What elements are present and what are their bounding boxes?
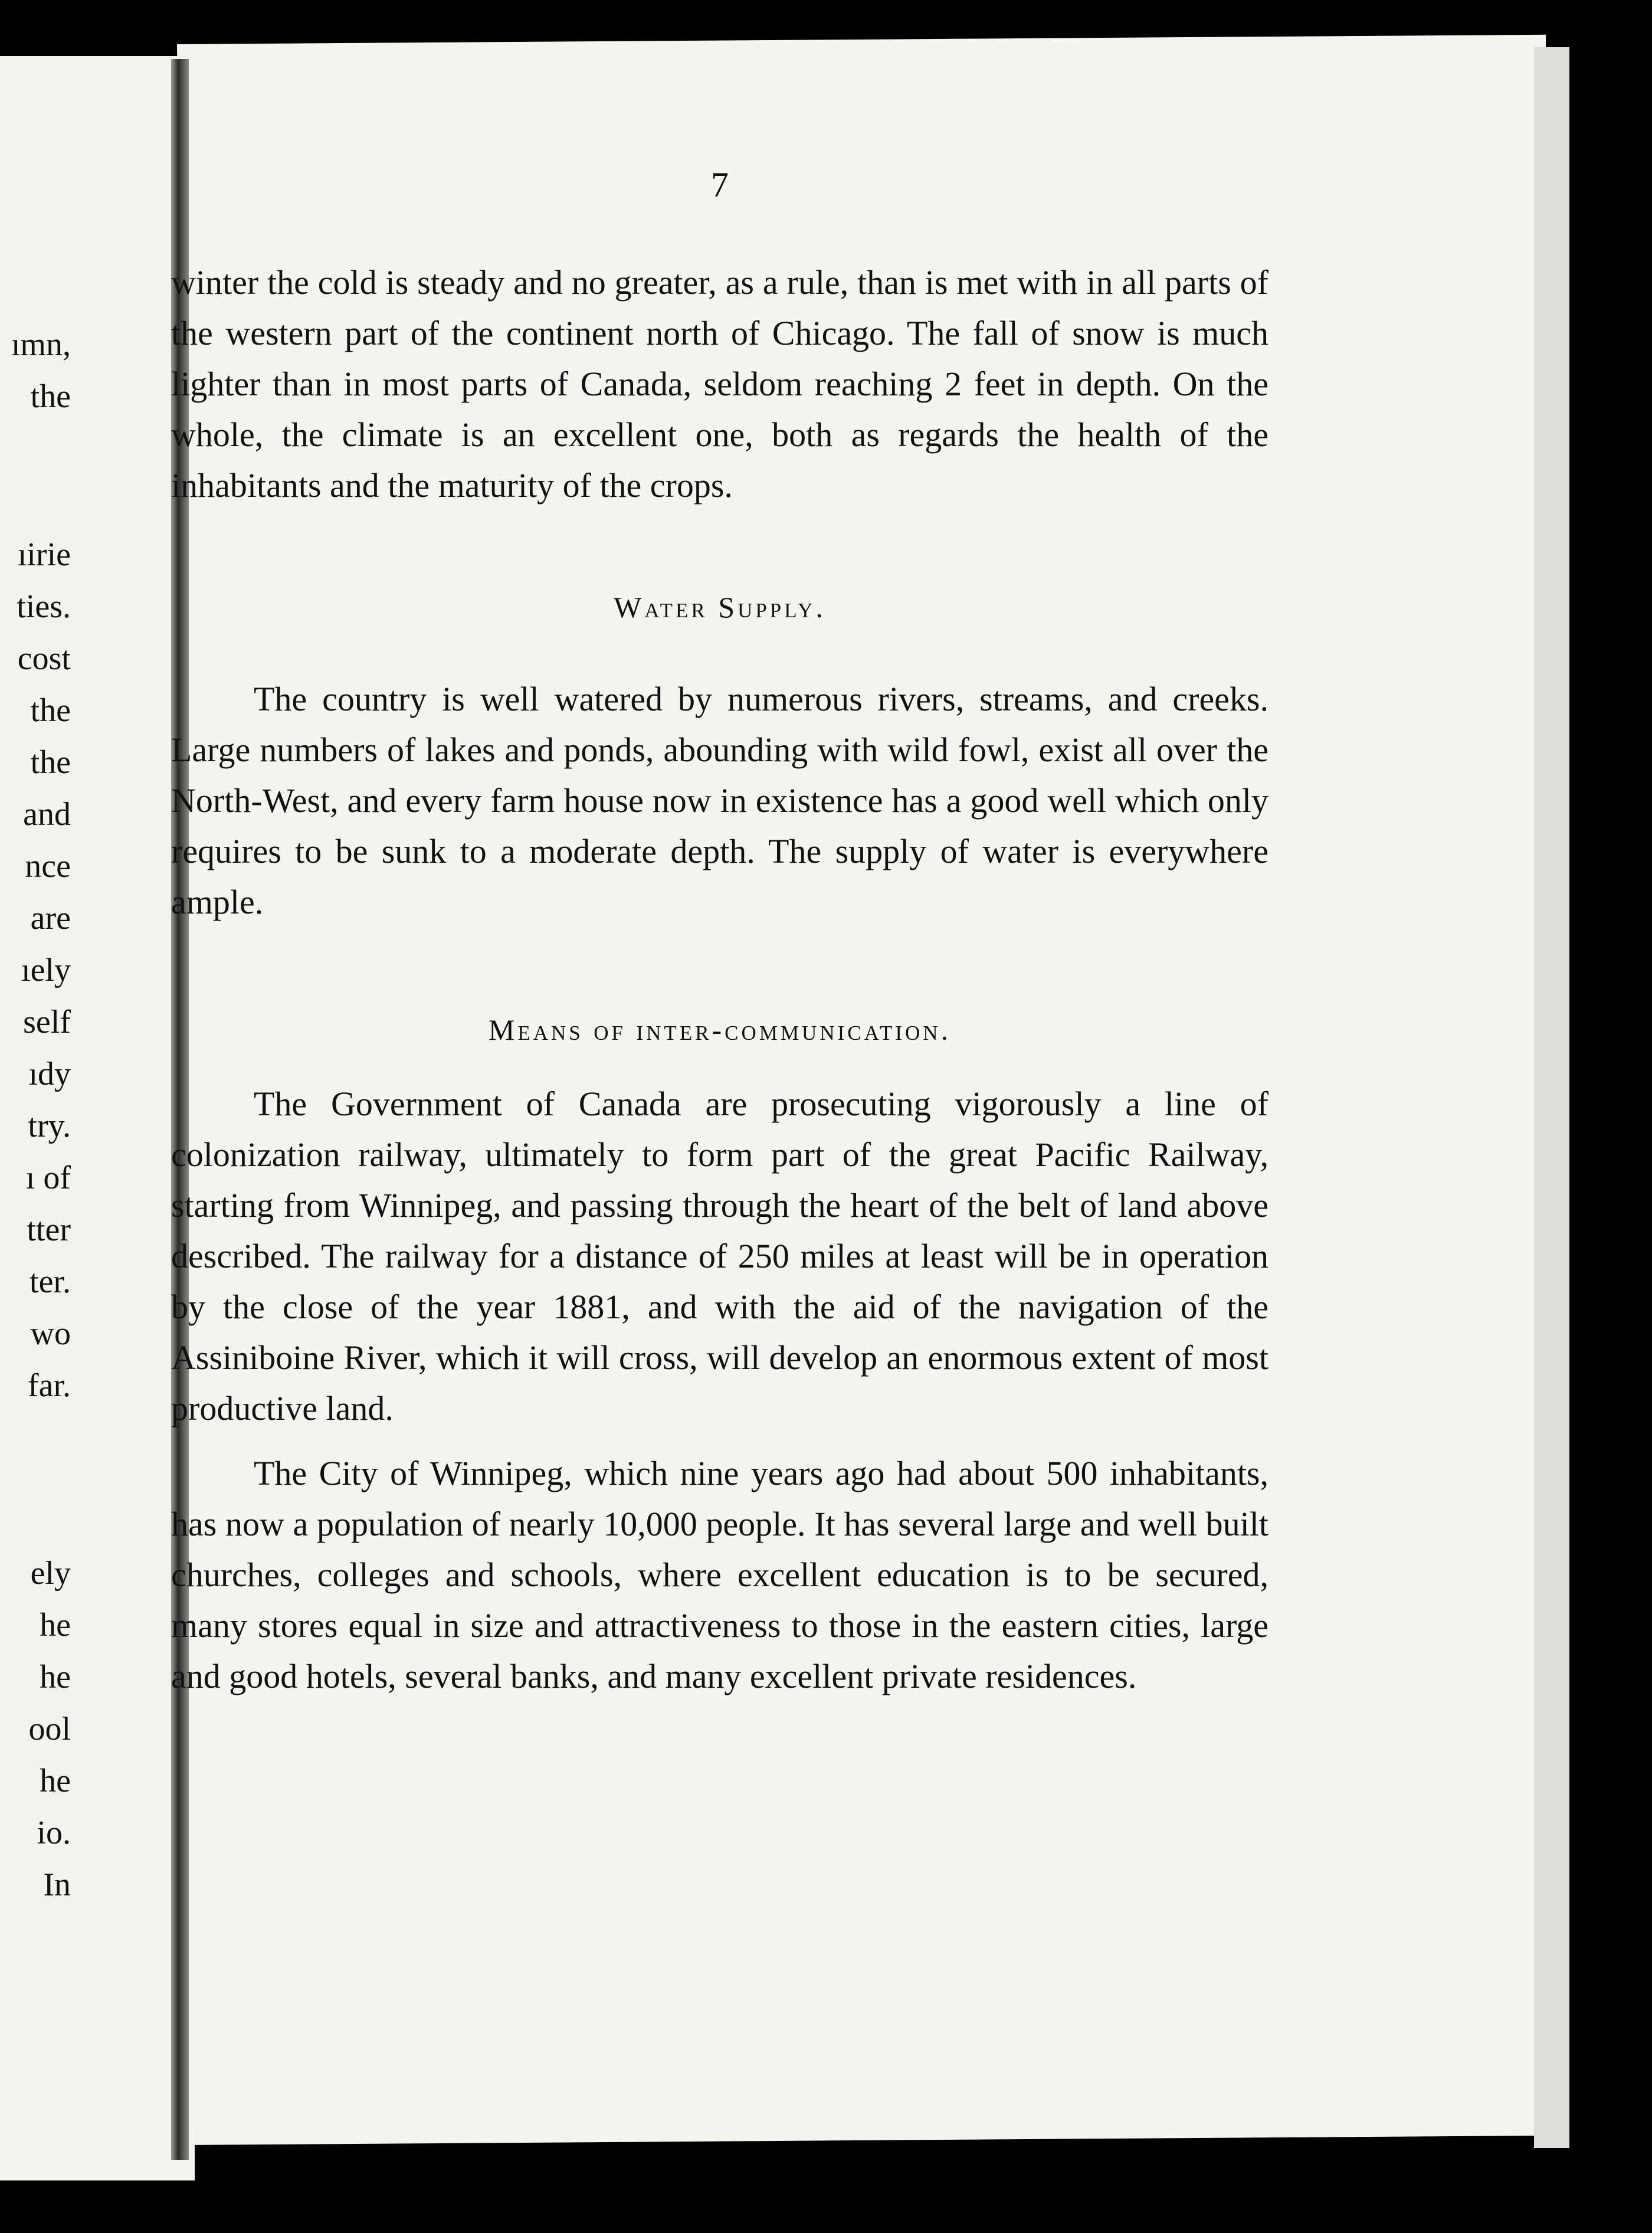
left-page-text-fragments (0, 319, 71, 1911)
left-page-fragment: io. (37, 1815, 71, 1851)
left-page-fragment: are (30, 900, 71, 937)
left-fragment-group-c (0, 1547, 71, 1911)
paragraph-railway: The Government of Canada are prosecuting vigorously a line of colonization railway, ultimately to form part of the great Pacific Railway, starting from Winnipeg, and passing through the heart of the belt of land above described. The railway for a distance of 250 miles at least will be in operation by the close of the year 1881, and with the aid of the navigation of the Assiniboine River, which it will cross, will develop an enormous extent of most productive land. (171, 1085, 1268, 1427)
left-page-fragment: ıely (21, 952, 71, 988)
left-page-fragment: the (30, 744, 71, 781)
left-page-fragment: tter (27, 1212, 71, 1248)
left-page-fragment: and (23, 796, 71, 833)
paragraph-water-supply: The country is well watered by numerous rivers, streams, and creeks. Large numbers of lakes and ponds, abounding with wild fowl, exist all over the North-West, and every farm house now in existence has a good well which only requires to be sunk to a moderate depth. The supply of water is everywhere ample. (171, 680, 1268, 921)
page-edge (1534, 47, 1569, 2148)
heading-water-supply: Water Supply. (614, 591, 826, 624)
left-page-fragment: ıirie (17, 536, 71, 573)
left-page-fragment: far. (27, 1367, 71, 1404)
left-page-fragment: he (40, 1607, 71, 1643)
page-number: 7 (711, 165, 729, 204)
paragraph-winnipeg: The City of Winnipeg, which nine years ago had about 500 inhabitants, has now a population of nearly 10,000 people. It has several large and well built churches, colleges and schools, where excellent education is to be secured, many stores equal in size and attractiveness to those in the eastern cities, large and good hotels, several banks, and many excellent private residences. (171, 1454, 1268, 1695)
left-page-fragment: he (40, 1763, 71, 1799)
left-page-fragment: ı of (25, 1160, 71, 1196)
left-page-fragment: cost (17, 640, 71, 677)
left-page-fragment: ter. (30, 1263, 71, 1300)
left-page-fragment: try. (28, 1108, 71, 1144)
left-page-fragment: nce (25, 848, 71, 885)
heading-intercommunication: Means of inter-communication. (488, 1013, 952, 1046)
left-page-fragment: ely (30, 1555, 71, 1592)
left-page-fragment: ties. (17, 588, 71, 625)
left-page-fragment: ıdy (28, 1056, 71, 1092)
left-page-fragment: the (30, 692, 71, 729)
left-page-fragment: ımn, (11, 326, 71, 363)
left-page-fragment: he (40, 1659, 71, 1695)
page-content (171, 159, 1268, 1702)
left-fragment-group-a (0, 319, 71, 423)
left-page-fragment: the (30, 378, 71, 415)
left-page-fragment: wo (30, 1315, 71, 1352)
paragraph-climate: winter the cold is steady and no greater, as a rule, than is met with in all parts of the western part of the continent north of Chicago. The fall of snow is much lighter than in most parts of Canada, seldom reaching 2 feet in depth. On the whole, the climate is an excellent one, both as regards the health of the inhabitants and the maturity of the crops. (171, 263, 1268, 505)
left-fragment-group-b (0, 529, 71, 1412)
left-page-fragment: self (23, 1004, 71, 1040)
left-page-fragment: In (43, 1867, 71, 1903)
left-page-fragment: ool (28, 1711, 71, 1747)
